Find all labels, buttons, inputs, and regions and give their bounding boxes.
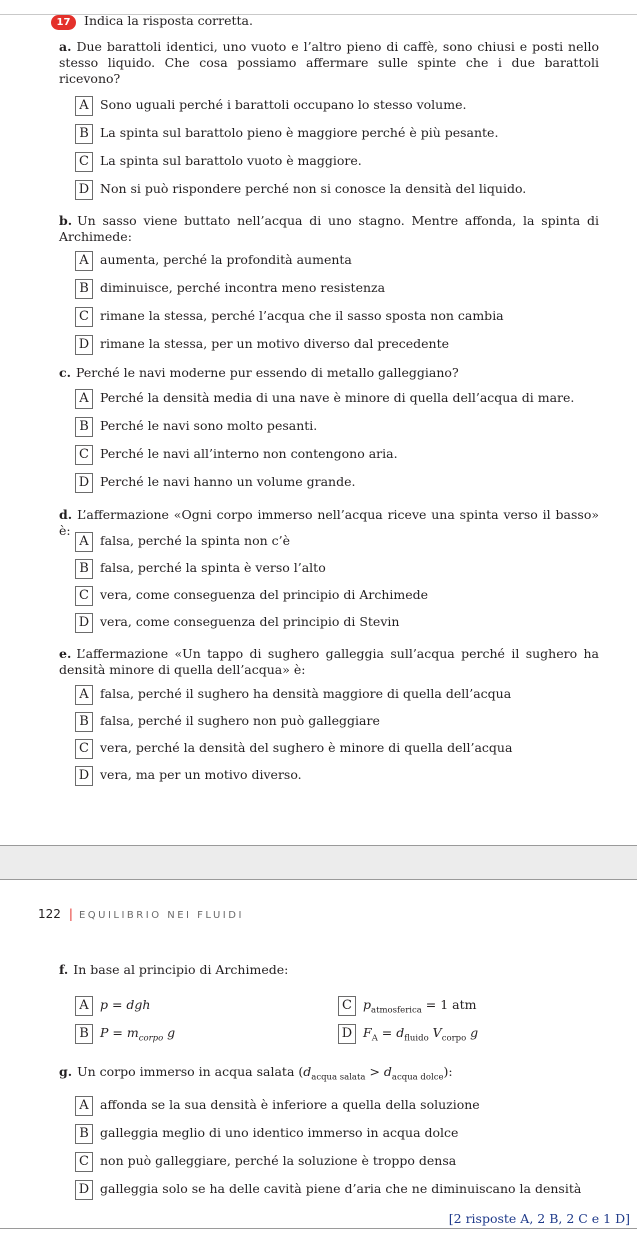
question-e-text (59, 646, 599, 678)
option-c-C[interactable] (75, 445, 635, 467)
option-label: diminuisce, perché incontra meno resistenza (100, 280, 386, 295)
option-f-D[interactable] (338, 1024, 598, 1046)
option-label: Perché la densità media di una nave è minore di quella dell’acqua di mare. (100, 390, 575, 405)
option-label: falsa, perché il sughero non può galleggiare (100, 713, 380, 728)
math-subscript: acqua dolce (391, 1072, 444, 1083)
option-label: falsa, perché la spinta non c’è (100, 533, 290, 548)
math-symbol: F (363, 1025, 372, 1040)
question-d-body: L’affermazione «Ogni corpo immerso nell’acqua riceve una spinta verso il basso» è: (59, 507, 599, 538)
option-box[interactable]: C (75, 152, 93, 172)
option-b-A[interactable] (75, 251, 635, 273)
option-label (363, 997, 477, 1016)
question-g-text (59, 1064, 599, 1086)
option-b-B[interactable] (75, 279, 635, 301)
option-box[interactable]: B (75, 1124, 93, 1144)
option-a-D[interactable] (75, 180, 635, 202)
option-box[interactable]: B (75, 712, 93, 732)
option-box[interactable]: D (75, 473, 93, 493)
option-e-B[interactable] (75, 712, 635, 734)
option-c-B[interactable] (75, 417, 635, 439)
question-e-letter: e. (59, 646, 72, 661)
option-e-A[interactable] (75, 685, 635, 707)
math-rest: = 1 atm (421, 997, 477, 1012)
option-box[interactable]: B (75, 417, 93, 437)
question-d-letter: d. (59, 507, 73, 522)
option-label: galleggia solo se ha delle cavità piene d’aria che ne diminuiscano la densità (100, 1181, 582, 1196)
option-box[interactable]: D (75, 613, 93, 633)
option-box[interactable]: A (75, 996, 93, 1016)
math-subscript: fluido (404, 1033, 429, 1044)
option-g-C[interactable] (75, 1152, 635, 1174)
math-symbol: P = m (100, 1025, 139, 1040)
option-box[interactable]: B (75, 124, 93, 144)
page-number: 122 (38, 907, 61, 921)
option-label: La spinta sul barattolo pieno è maggiore perché è più pesante. (100, 125, 499, 140)
question-a-letter: a. (59, 39, 72, 54)
option-b-C[interactable] (75, 307, 635, 329)
math-subscript: acqua salata (311, 1072, 366, 1083)
answer-count-note: [2 risposte A, 2 B, 2 C e 1 D] (448, 1211, 630, 1226)
option-label: galleggia meglio di uno identico immerso in acqua dolce (100, 1125, 459, 1140)
math-rest: g (163, 1025, 176, 1040)
option-box[interactable]: C (75, 445, 93, 465)
page-footer (38, 907, 244, 921)
question-c-letter: c. (59, 365, 71, 380)
question-b-body: Un sasso viene buttato nell’acqua di uno stagno. Mentre affonda, la spinta di Archimede: (59, 213, 599, 244)
option-label: Sono uguali perché i barattoli occupano lo stesso volume. (100, 97, 467, 112)
question-f-body: In base al principio di Archimede: (73, 962, 289, 977)
option-label: Perché le navi sono molto pesanti. (100, 418, 318, 433)
option-label: falsa, perché il sughero ha densità maggiore di quella dell’acqua (100, 686, 512, 701)
option-box[interactable]: A (75, 685, 93, 705)
option-label: affonda se la sua densità è inferiore a quella della soluzione (100, 1097, 480, 1112)
option-d-D[interactable] (75, 613, 635, 635)
option-label: Perché le navi hanno un volume grande. (100, 474, 356, 489)
option-f-A[interactable] (75, 996, 325, 1018)
option-e-C[interactable] (75, 739, 635, 761)
option-label: Perché le navi all’interno non contengono aria. (100, 446, 398, 461)
option-label (363, 1025, 478, 1044)
page-gap-top-line (0, 845, 637, 846)
math-subscript: corpo (441, 1033, 467, 1044)
option-label: p = dgh (100, 997, 151, 1012)
math-operator: > (365, 1064, 384, 1079)
option-label: La spinta sul barattolo vuoto è maggiore. (100, 153, 362, 168)
question-b-letter: b. (59, 213, 73, 228)
option-box[interactable]: A (75, 96, 93, 116)
option-box[interactable]: A (75, 251, 93, 271)
option-label: vera, perché la densità del sughero è minore di quella dell’acqua (100, 740, 513, 755)
option-a-C[interactable] (75, 152, 635, 174)
question-number-badge: 17 (51, 15, 76, 30)
option-d-B[interactable] (75, 559, 635, 581)
option-d-C[interactable] (75, 586, 635, 608)
question-c-text (59, 365, 599, 381)
option-e-D[interactable] (75, 766, 635, 788)
option-label: Non si può rispondere perché non si conosce la densità del liquido. (100, 181, 527, 196)
math-rest: V (428, 1025, 442, 1040)
option-label: vera, ma per un motivo diverso. (100, 767, 302, 782)
footer-separator: | (68, 907, 73, 921)
question-a-text (59, 39, 599, 87)
option-g-D[interactable] (75, 1180, 635, 1202)
question-f-text (59, 962, 599, 978)
math-rest: g (466, 1025, 479, 1040)
option-box[interactable]: D (75, 180, 93, 200)
section-title: EQUILIBRIO NEI FLUIDI (78, 910, 244, 921)
question-g-body: Un corpo immerso in acqua salata ( (77, 1064, 304, 1079)
option-c-D[interactable] (75, 473, 635, 495)
option-box[interactable]: D (75, 335, 93, 355)
option-label: vera, come conseguenza del principio di Archimede (100, 587, 429, 602)
option-box[interactable]: A (75, 532, 93, 552)
math-symbol: d (303, 1064, 312, 1079)
option-f-C[interactable] (338, 996, 598, 1018)
option-box[interactable]: C (75, 307, 93, 327)
option-box[interactable]: D (75, 766, 93, 786)
option-label: rimane la stessa, perché l’acqua che il sasso sposta non cambia (100, 308, 504, 323)
option-box[interactable]: D (338, 1024, 356, 1044)
option-label: vera, come conseguenza del principio di Stevin (100, 614, 400, 629)
option-box[interactable]: D (75, 1180, 93, 1200)
option-a-B[interactable] (75, 124, 635, 146)
option-box[interactable]: B (75, 1024, 93, 1044)
page-gap (0, 845, 637, 880)
math-symbol: p (363, 997, 372, 1012)
math-subscript: A (371, 1033, 378, 1044)
option-box[interactable]: C (75, 1152, 93, 1172)
bottom-divider (0, 1228, 637, 1229)
question-f-letter: f. (59, 962, 69, 977)
question-c-body: Perché le navi moderne pur essendo di metallo galleggiano? (75, 365, 459, 380)
option-box[interactable]: C (75, 739, 93, 759)
option-label: falsa, perché la spinta è verso l’alto (100, 560, 326, 575)
question-g-letter: g. (59, 1064, 73, 1079)
option-g-A[interactable] (75, 1096, 635, 1118)
option-a-A[interactable] (75, 96, 635, 118)
math-symbol: d (383, 1064, 392, 1079)
option-label: rimane la stessa, per un motivo diverso dal precedente (100, 336, 449, 351)
math-subscript: corpo (138, 1033, 164, 1044)
math-subscript: atmosferica (371, 1005, 422, 1016)
option-g-B[interactable] (75, 1124, 635, 1146)
option-label: aumenta, perché la profondità aumenta (100, 252, 352, 267)
option-label (100, 1025, 175, 1044)
option-f-B[interactable] (75, 1024, 325, 1046)
question-b-text (59, 213, 599, 245)
page-gap-bottom-line (0, 879, 637, 880)
option-box[interactable]: A (75, 1096, 93, 1116)
question-e-body: L’affermazione «Un tappo di sughero galleggia sull’acqua perché il sughero ha densità minore di quella dell’acqua» è: (59, 646, 599, 677)
option-box[interactable]: C (338, 996, 356, 1016)
option-d-A[interactable] (75, 532, 635, 554)
math-rest: = d (377, 1025, 405, 1040)
option-box[interactable]: B (75, 279, 93, 299)
option-label: non può galleggiare, perché la soluzione è troppo densa (100, 1153, 457, 1168)
option-b-D[interactable] (75, 335, 635, 357)
question-a-body: Due barattoli identici, uno vuoto e l’altro pieno di caffè, sono chiusi e posti nello stesso liquido. Che cosa possiamo affermare sulle spinte che i due barattoli ricevono? (59, 39, 599, 86)
question-g-tail: ): (443, 1064, 453, 1079)
instruction-text: Indica la risposta corretta. (84, 13, 253, 28)
option-box[interactable]: A (75, 389, 93, 409)
option-box[interactable]: B (75, 559, 93, 579)
option-box[interactable]: C (75, 586, 93, 606)
option-c-A[interactable] (75, 389, 635, 411)
